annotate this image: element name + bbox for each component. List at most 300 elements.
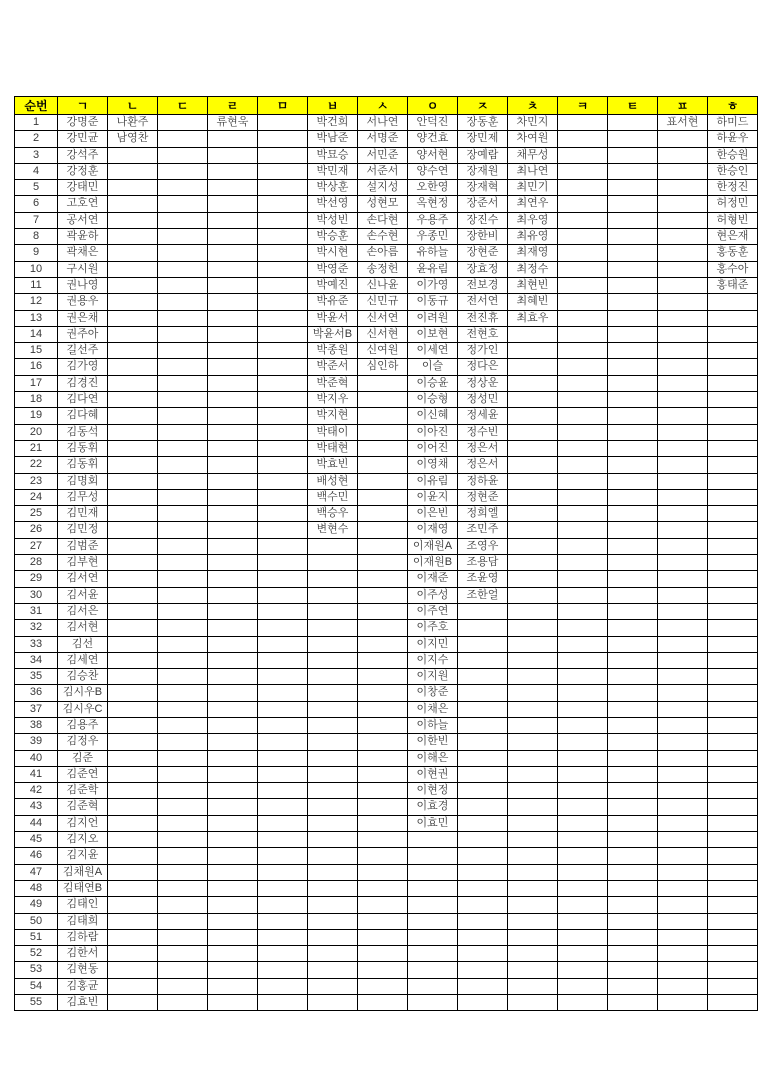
name-cell (408, 995, 458, 1011)
table-row (15, 995, 758, 1011)
name-cell: 차민지 (508, 115, 558, 131)
name-cell (158, 522, 208, 538)
name-cell (358, 799, 408, 815)
name-cell (208, 766, 258, 782)
name-cell (108, 766, 158, 782)
name-cell (208, 261, 258, 277)
name-cell (208, 180, 258, 196)
name-cell (208, 212, 258, 228)
name-cell (558, 131, 608, 147)
name-cell: 김홍균 (58, 978, 108, 994)
name-cell: 최효우 (508, 310, 558, 326)
name-cell: 유하늘 (408, 245, 458, 261)
name-cell (108, 717, 158, 733)
name-cell (658, 880, 708, 896)
name-cell (208, 440, 258, 456)
name-cell (108, 832, 158, 848)
name-cell (158, 457, 208, 473)
name-cell: 장민제 (458, 131, 508, 147)
name-cell (608, 571, 658, 587)
name-cell (158, 147, 208, 163)
name-cell (108, 815, 158, 831)
name-cell: 김준학 (58, 783, 108, 799)
row-number-cell: 50 (15, 913, 58, 929)
name-cell (608, 245, 658, 261)
table-row (15, 229, 758, 245)
name-cell (308, 587, 358, 603)
name-cell (508, 815, 558, 831)
name-cell (558, 946, 608, 962)
name-cell (508, 457, 558, 473)
name-cell (508, 978, 558, 994)
name-cell (558, 587, 608, 603)
name-roster-sheet (14, 96, 758, 1011)
name-cell (608, 522, 658, 538)
name-cell (408, 880, 458, 896)
table-row (15, 115, 758, 131)
name-cell: 장한비 (458, 229, 508, 245)
name-cell (158, 555, 208, 571)
name-cell (358, 685, 408, 701)
header-letter-cell: ㄱ (58, 97, 108, 115)
name-cell (208, 408, 258, 424)
name-cell (608, 326, 658, 342)
name-cell: 장현준 (458, 245, 508, 261)
name-cell (708, 701, 758, 717)
name-cell (608, 864, 658, 880)
name-cell: 권은채 (58, 310, 108, 326)
name-cell (608, 457, 658, 473)
name-cell (458, 685, 508, 701)
name-cell (458, 929, 508, 945)
name-cell (258, 995, 308, 1011)
name-cell (358, 832, 408, 848)
name-cell (658, 229, 708, 245)
table-row (15, 163, 758, 179)
name-cell (608, 978, 658, 994)
name-cell (558, 848, 608, 864)
name-cell (458, 717, 508, 733)
name-cell (258, 131, 308, 147)
name-cell (708, 815, 758, 831)
name-cell (158, 115, 208, 131)
name-cell (158, 408, 208, 424)
name-cell: 김동석 (58, 424, 108, 440)
name-cell (358, 392, 408, 408)
name-cell (608, 685, 658, 701)
name-cell (258, 555, 308, 571)
name-cell (108, 652, 158, 668)
name-cell (608, 587, 658, 603)
name-cell (458, 946, 508, 962)
name-cell (608, 832, 658, 848)
name-cell (608, 766, 658, 782)
name-cell (258, 147, 308, 163)
header-letter-cell: ㄷ (158, 97, 208, 115)
name-cell (308, 701, 358, 717)
table-row (15, 343, 758, 359)
table-row (15, 392, 758, 408)
name-cell (258, 457, 308, 473)
row-number-cell: 34 (15, 652, 58, 668)
name-cell: 이가영 (408, 277, 458, 293)
name-cell (708, 734, 758, 750)
name-cell (208, 995, 258, 1011)
name-cell: 박유준 (308, 294, 358, 310)
name-cell: 김다혜 (58, 408, 108, 424)
name-cell: 현은재 (708, 229, 758, 245)
name-cell (558, 212, 608, 228)
table-row (15, 929, 758, 945)
name-cell (158, 962, 208, 978)
name-cell (358, 978, 408, 994)
name-cell (208, 310, 258, 326)
name-cell (658, 701, 708, 717)
name-cell (708, 538, 758, 554)
name-cell: 이재원A (408, 538, 458, 554)
name-cell (508, 359, 558, 375)
name-cell (158, 489, 208, 505)
name-cell (658, 375, 708, 391)
name-cell (358, 669, 408, 685)
name-cell: 이재원B (408, 555, 458, 571)
name-cell: 이윤지 (408, 489, 458, 505)
name-cell: 김무성 (58, 489, 108, 505)
name-cell (658, 294, 708, 310)
name-cell: 오한영 (408, 180, 458, 196)
name-cell (508, 832, 558, 848)
name-cell (558, 701, 608, 717)
name-cell (458, 962, 508, 978)
name-cell: 박승훈 (308, 229, 358, 245)
name-cell: 김다연 (58, 392, 108, 408)
name-cell (108, 522, 158, 538)
name-cell: 신민규 (358, 294, 408, 310)
name-cell (708, 978, 758, 994)
name-cell: 배성현 (308, 473, 358, 489)
name-cell (208, 424, 258, 440)
name-cell: 이현정 (408, 783, 458, 799)
name-cell (658, 538, 708, 554)
row-number-cell: 36 (15, 685, 58, 701)
name-cell: 변현수 (308, 522, 358, 538)
name-cell (708, 962, 758, 978)
name-cell (608, 538, 658, 554)
name-cell: 박효빈 (308, 457, 358, 473)
name-cell (358, 473, 408, 489)
header-letter-cell: ㄴ (108, 97, 158, 115)
name-cell (108, 555, 158, 571)
name-cell (308, 962, 358, 978)
name-cell (208, 717, 258, 733)
name-cell (308, 603, 358, 619)
name-cell (258, 310, 308, 326)
name-cell (658, 995, 708, 1011)
name-cell (608, 277, 658, 293)
name-cell (658, 815, 708, 831)
row-number-cell: 9 (15, 245, 58, 261)
name-cell (558, 603, 608, 619)
name-cell (208, 196, 258, 212)
name-cell (158, 440, 208, 456)
name-cell: 이하늘 (408, 717, 458, 733)
row-number-cell: 40 (15, 750, 58, 766)
name-cell (208, 832, 258, 848)
name-cell (158, 277, 208, 293)
row-number-cell: 16 (15, 359, 58, 375)
name-cell (458, 603, 508, 619)
table-row (15, 620, 758, 636)
name-cell: 한승원 (708, 147, 758, 163)
name-cell: 김범준 (58, 538, 108, 554)
name-cell (658, 212, 708, 228)
name-cell (258, 962, 308, 978)
name-cell (608, 962, 658, 978)
name-cell (708, 587, 758, 603)
table-row (15, 962, 758, 978)
name-cell: 양서현 (408, 147, 458, 163)
name-cell (508, 880, 558, 896)
name-cell: 이주성 (408, 587, 458, 603)
name-cell (208, 538, 258, 554)
name-cell: 이해은 (408, 750, 458, 766)
name-cell (708, 571, 758, 587)
name-cell (558, 147, 608, 163)
name-cell (108, 196, 158, 212)
name-cell (308, 750, 358, 766)
name-cell: 김경진 (58, 375, 108, 391)
name-cell: 이려원 (408, 310, 458, 326)
name-cell (658, 163, 708, 179)
name-cell (658, 848, 708, 864)
name-cell (358, 815, 408, 831)
name-cell (608, 359, 658, 375)
name-cell (158, 636, 208, 652)
name-cell: 김지오 (58, 832, 108, 848)
name-cell (208, 848, 258, 864)
name-cell (708, 457, 758, 473)
name-cell: 김용주 (58, 717, 108, 733)
name-cell (508, 489, 558, 505)
header-letter-cell: ㅎ (708, 97, 758, 115)
name-cell (508, 652, 558, 668)
name-cell (558, 326, 608, 342)
name-cell (308, 832, 358, 848)
name-cell: 이세연 (408, 343, 458, 359)
name-cell (258, 343, 308, 359)
row-number-cell: 30 (15, 587, 58, 603)
row-number-cell: 15 (15, 343, 58, 359)
table-row (15, 375, 758, 391)
name-cell (158, 799, 208, 815)
name-cell (358, 424, 408, 440)
name-cell: 강민균 (58, 131, 108, 147)
name-cell (108, 848, 158, 864)
name-cell: 이신혜 (408, 408, 458, 424)
name-cell: 김서윤 (58, 587, 108, 603)
name-cell (658, 392, 708, 408)
name-cell: 성현모 (358, 196, 408, 212)
name-cell: 조용담 (458, 555, 508, 571)
table-row (15, 946, 758, 962)
name-cell (708, 799, 758, 815)
table-row (15, 408, 758, 424)
name-cell (508, 946, 558, 962)
name-cell (358, 864, 408, 880)
name-cell (308, 929, 358, 945)
name-cell (658, 962, 708, 978)
name-cell (258, 424, 308, 440)
name-cell (508, 587, 558, 603)
table-row (15, 180, 758, 196)
table-row (15, 489, 758, 505)
name-cell: 김승찬 (58, 669, 108, 685)
name-cell (108, 245, 158, 261)
name-cell (708, 506, 758, 522)
name-cell (558, 261, 608, 277)
name-cell (608, 717, 658, 733)
name-cell (158, 897, 208, 913)
table-row (15, 880, 758, 896)
name-cell: 최우영 (508, 212, 558, 228)
name-cell: 이창준 (408, 685, 458, 701)
row-number-cell: 31 (15, 603, 58, 619)
name-cell (408, 978, 458, 994)
name-cell (308, 571, 358, 587)
name-cell: 장효정 (458, 261, 508, 277)
name-cell: 김부현 (58, 555, 108, 571)
name-cell: 이보현 (408, 326, 458, 342)
name-cell (258, 669, 308, 685)
row-number-cell: 19 (15, 408, 58, 424)
name-cell: 정성민 (458, 392, 508, 408)
name-cell (608, 946, 658, 962)
name-cell (158, 815, 208, 831)
name-cell (308, 913, 358, 929)
name-cell (108, 489, 158, 505)
name-cell (208, 929, 258, 945)
row-number-cell: 13 (15, 310, 58, 326)
name-cell (258, 261, 308, 277)
name-cell (508, 603, 558, 619)
row-number-cell: 12 (15, 294, 58, 310)
name-cell (658, 261, 708, 277)
name-cell (258, 489, 308, 505)
name-cell (358, 848, 408, 864)
name-cell (558, 489, 608, 505)
header-letter-cell: ㅋ (558, 97, 608, 115)
name-cell (308, 685, 358, 701)
name-cell: 최민기 (508, 180, 558, 196)
name-cell (258, 375, 308, 391)
name-cell (708, 913, 758, 929)
name-cell (258, 408, 308, 424)
name-cell (158, 343, 208, 359)
name-cell (158, 294, 208, 310)
name-cell: 김세연 (58, 652, 108, 668)
name-cell (458, 669, 508, 685)
table-row (15, 815, 758, 831)
name-cell: 김태연B (58, 880, 108, 896)
name-cell: 장재원 (458, 163, 508, 179)
name-cell (358, 522, 408, 538)
name-cell (508, 424, 558, 440)
name-cell (458, 848, 508, 864)
name-cell (658, 310, 708, 326)
row-number-cell: 4 (15, 163, 58, 179)
name-cell (558, 636, 608, 652)
name-cell (158, 506, 208, 522)
name-cell (108, 978, 158, 994)
name-cell: 박준서 (308, 359, 358, 375)
name-cell (558, 180, 608, 196)
name-cell (708, 424, 758, 440)
name-cell (508, 799, 558, 815)
row-number-cell: 52 (15, 946, 58, 962)
name-cell: 김준혁 (58, 799, 108, 815)
row-number-cell: 29 (15, 571, 58, 587)
name-cell (558, 815, 608, 831)
name-cell (358, 506, 408, 522)
name-cell (258, 326, 308, 342)
name-cell (208, 245, 258, 261)
name-cell (258, 766, 308, 782)
name-cell (258, 440, 308, 456)
name-cell (458, 750, 508, 766)
name-cell (558, 473, 608, 489)
name-cell (458, 880, 508, 896)
name-cell (208, 294, 258, 310)
name-cell (458, 783, 508, 799)
name-cell (458, 652, 508, 668)
name-cell: 박종원 (308, 343, 358, 359)
name-cell: 류현욱 (208, 115, 258, 131)
name-cell (558, 832, 608, 848)
name-cell (408, 897, 458, 913)
name-cell (658, 929, 708, 945)
name-cell: 권용우 (58, 294, 108, 310)
name-cell (658, 277, 708, 293)
name-cell: 박상훈 (308, 180, 358, 196)
name-cell (658, 750, 708, 766)
name-cell (308, 555, 358, 571)
row-number-cell: 48 (15, 880, 58, 896)
header-letter-cell: ㅌ (608, 97, 658, 115)
name-cell (708, 652, 758, 668)
name-cell (158, 995, 208, 1011)
name-cell (258, 571, 308, 587)
name-cell (208, 978, 258, 994)
name-cell (608, 294, 658, 310)
name-cell (558, 196, 608, 212)
name-cell: 김명회 (58, 473, 108, 489)
name-cell (208, 392, 258, 408)
name-cell (208, 163, 258, 179)
name-cell (458, 913, 508, 929)
name-cell (258, 245, 308, 261)
name-cell (508, 669, 558, 685)
name-cell (358, 995, 408, 1011)
name-cell: 박지현 (308, 408, 358, 424)
table-row (15, 326, 758, 342)
name-cell (558, 538, 608, 554)
name-cell (458, 799, 508, 815)
name-cell (708, 408, 758, 424)
name-cell (258, 180, 308, 196)
name-cell: 전진휴 (458, 310, 508, 326)
name-cell (658, 440, 708, 456)
name-cell: 박영준 (308, 261, 358, 277)
